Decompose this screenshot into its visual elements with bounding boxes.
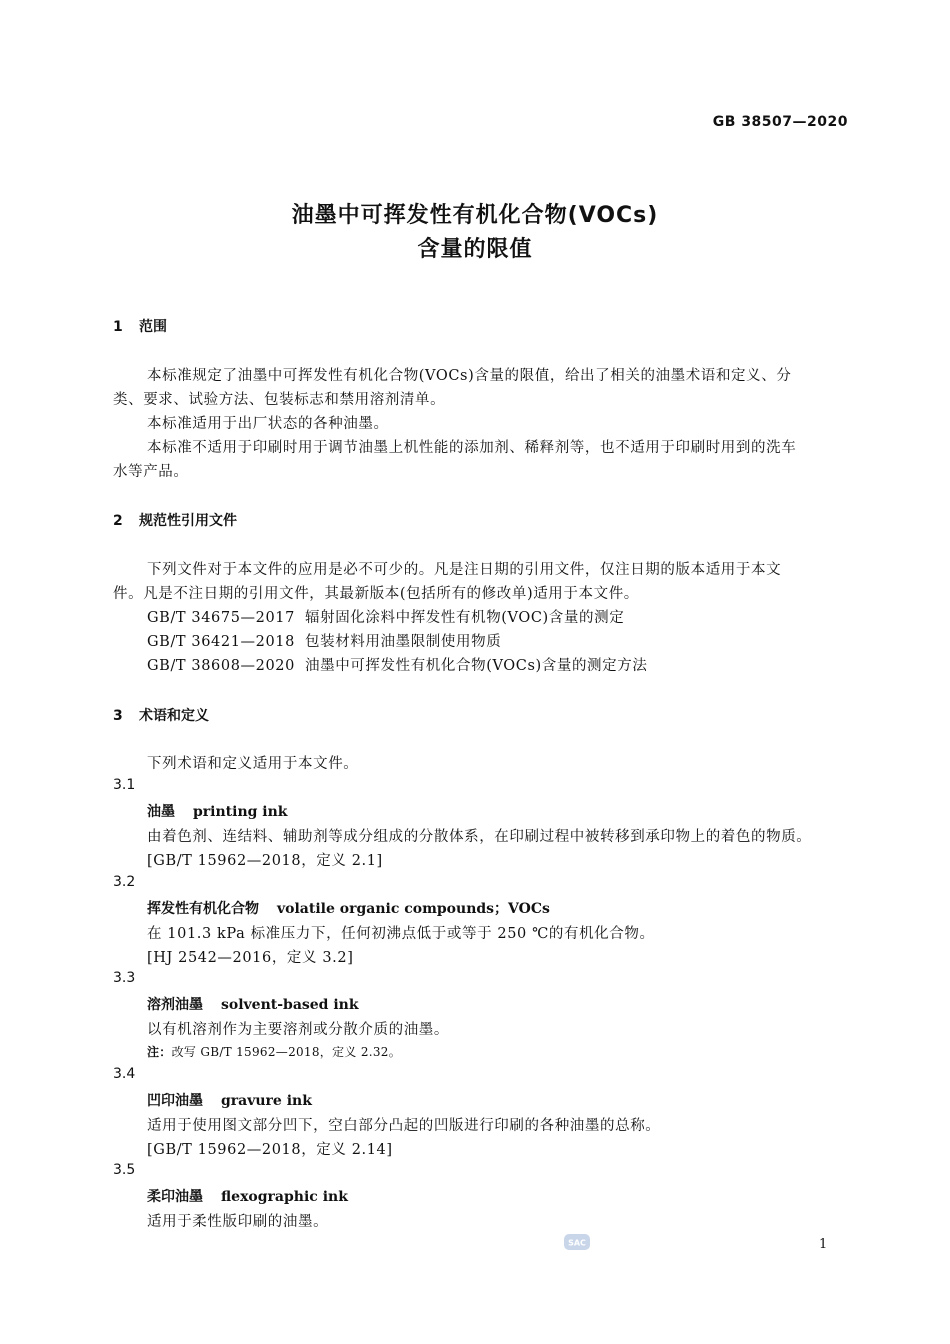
term-definition: 由着色剂、连结料、辅助剂等成分组成的分散体系，在印刷过程中被转移到承印物上的着色的物质。 <box>147 829 812 845</box>
section-title: 规范性引用文件 <box>139 513 237 529</box>
paragraph-line: 件。凡是不注日期的引用文件，其最新版本(包括所有的修改单)适用于本文件。 <box>113 586 639 602</box>
term-definition: 以有机溶剂作为主要溶剂或分散介质的油墨。 <box>147 1022 449 1038</box>
standard-number: GB 38507—2020 <box>712 114 848 130</box>
term-definition: 适用于柔性版印刷的油墨。 <box>147 1214 329 1230</box>
term-definition: 在 101.3 kPa 标准压力下，任何初沸点低于或等于 250 ℃的有机化合物。 <box>147 926 655 942</box>
section-heading <box>113 705 209 725</box>
term-source: [GB/T 15962—2018，定义 2.14] <box>147 1142 393 1158</box>
term-chinese: 柔印油墨 <box>147 1189 203 1205</box>
term-number: 3.3 <box>113 970 136 986</box>
paragraph-line: 下列术语和定义适用于本文件。 <box>147 756 359 772</box>
paragraph-line: 下列文件对于本文件的应用是必不可少的。凡是注日期的引用文件，仅注日期的版本适用于本文 <box>147 562 782 578</box>
paragraph-line: 本标准规定了油墨中可挥发性有机化合物(VOCs)含量的限值，给出了相关的油墨术语和定义、分 <box>147 368 792 384</box>
term-note <box>147 1043 401 1060</box>
term-english: volatile organic compounds；VOCs <box>277 901 550 917</box>
document-title-line2: 含量的限值 <box>417 237 533 262</box>
sac-logo-watermark <box>563 1232 591 1252</box>
term-entry <box>147 994 359 1014</box>
note-text: 改写 GB/T 15962—2018，定义 2.32。 <box>171 1045 402 1059</box>
term-chinese: 挥发性有机化合物 <box>147 901 259 917</box>
paragraph-line: 类、要求、试验方法、包装标志和禁用溶剂清单。 <box>113 392 446 408</box>
section-heading <box>113 510 237 530</box>
reference-code: GB/T 38608—2020 <box>147 658 295 674</box>
normative-reference <box>147 606 624 627</box>
term-entry <box>147 898 550 918</box>
reference-title: 包装材料用油墨限制使用物质 <box>305 634 502 650</box>
term-entry <box>147 1090 312 1110</box>
normative-reference <box>147 630 501 651</box>
document-title-line1: 油墨中可挥发性有机化合物(VOCs) <box>291 203 659 228</box>
term-entry <box>147 801 288 821</box>
term-number: 3.2 <box>113 874 136 890</box>
svg-text:SAC: SAC <box>568 1238 586 1248</box>
section-number: 2 <box>113 513 123 529</box>
note-label: 注： <box>147 1045 172 1059</box>
section-number: 1 <box>113 319 123 335</box>
section-number: 3 <box>113 708 123 724</box>
term-english: printing ink <box>193 804 288 820</box>
term-chinese: 凹印油墨 <box>147 1093 203 1109</box>
normative-reference <box>147 654 647 675</box>
paragraph-line: 水等产品。 <box>113 464 189 480</box>
reference-title: 辐射固化涂料中挥发性有机物(VOC)含量的测定 <box>305 610 625 626</box>
term-entry <box>147 1186 348 1206</box>
term-source: [GB/T 15962—2018，定义 2.1] <box>147 853 383 869</box>
term-number: 3.1 <box>113 777 136 793</box>
term-number: 3.5 <box>113 1162 136 1178</box>
term-english: flexographic ink <box>221 1189 348 1205</box>
reference-code: GB/T 36421—2018 <box>147 634 295 650</box>
term-english: solvent-based ink <box>221 997 359 1013</box>
reference-title: 油墨中可挥发性有机化合物(VOCs)含量的测定方法 <box>305 658 648 674</box>
term-number: 3.4 <box>113 1066 136 1082</box>
term-chinese: 溶剂油墨 <box>147 997 203 1013</box>
page-number: 1 <box>819 1237 828 1252</box>
term-source: [HJ 2542—2016，定义 3.2] <box>147 950 354 966</box>
term-english: gravure ink <box>221 1093 312 1109</box>
term-chinese: 油墨 <box>147 804 175 820</box>
section-title: 范围 <box>139 319 167 335</box>
paragraph-line: 本标准适用于出厂状态的各种油墨。 <box>147 416 389 432</box>
paragraph-line: 本标准不适用于印刷时用于调节油墨上机性能的添加剂、稀释剂等，也不适用于印刷时用到的洗车 <box>147 440 797 456</box>
reference-code: GB/T 34675—2017 <box>147 610 295 626</box>
term-definition: 适用于使用图文部分凹下，空白部分凸起的凹版进行印刷的各种油墨的总称。 <box>147 1118 661 1134</box>
section-heading <box>113 316 167 336</box>
section-title: 术语和定义 <box>139 708 209 724</box>
